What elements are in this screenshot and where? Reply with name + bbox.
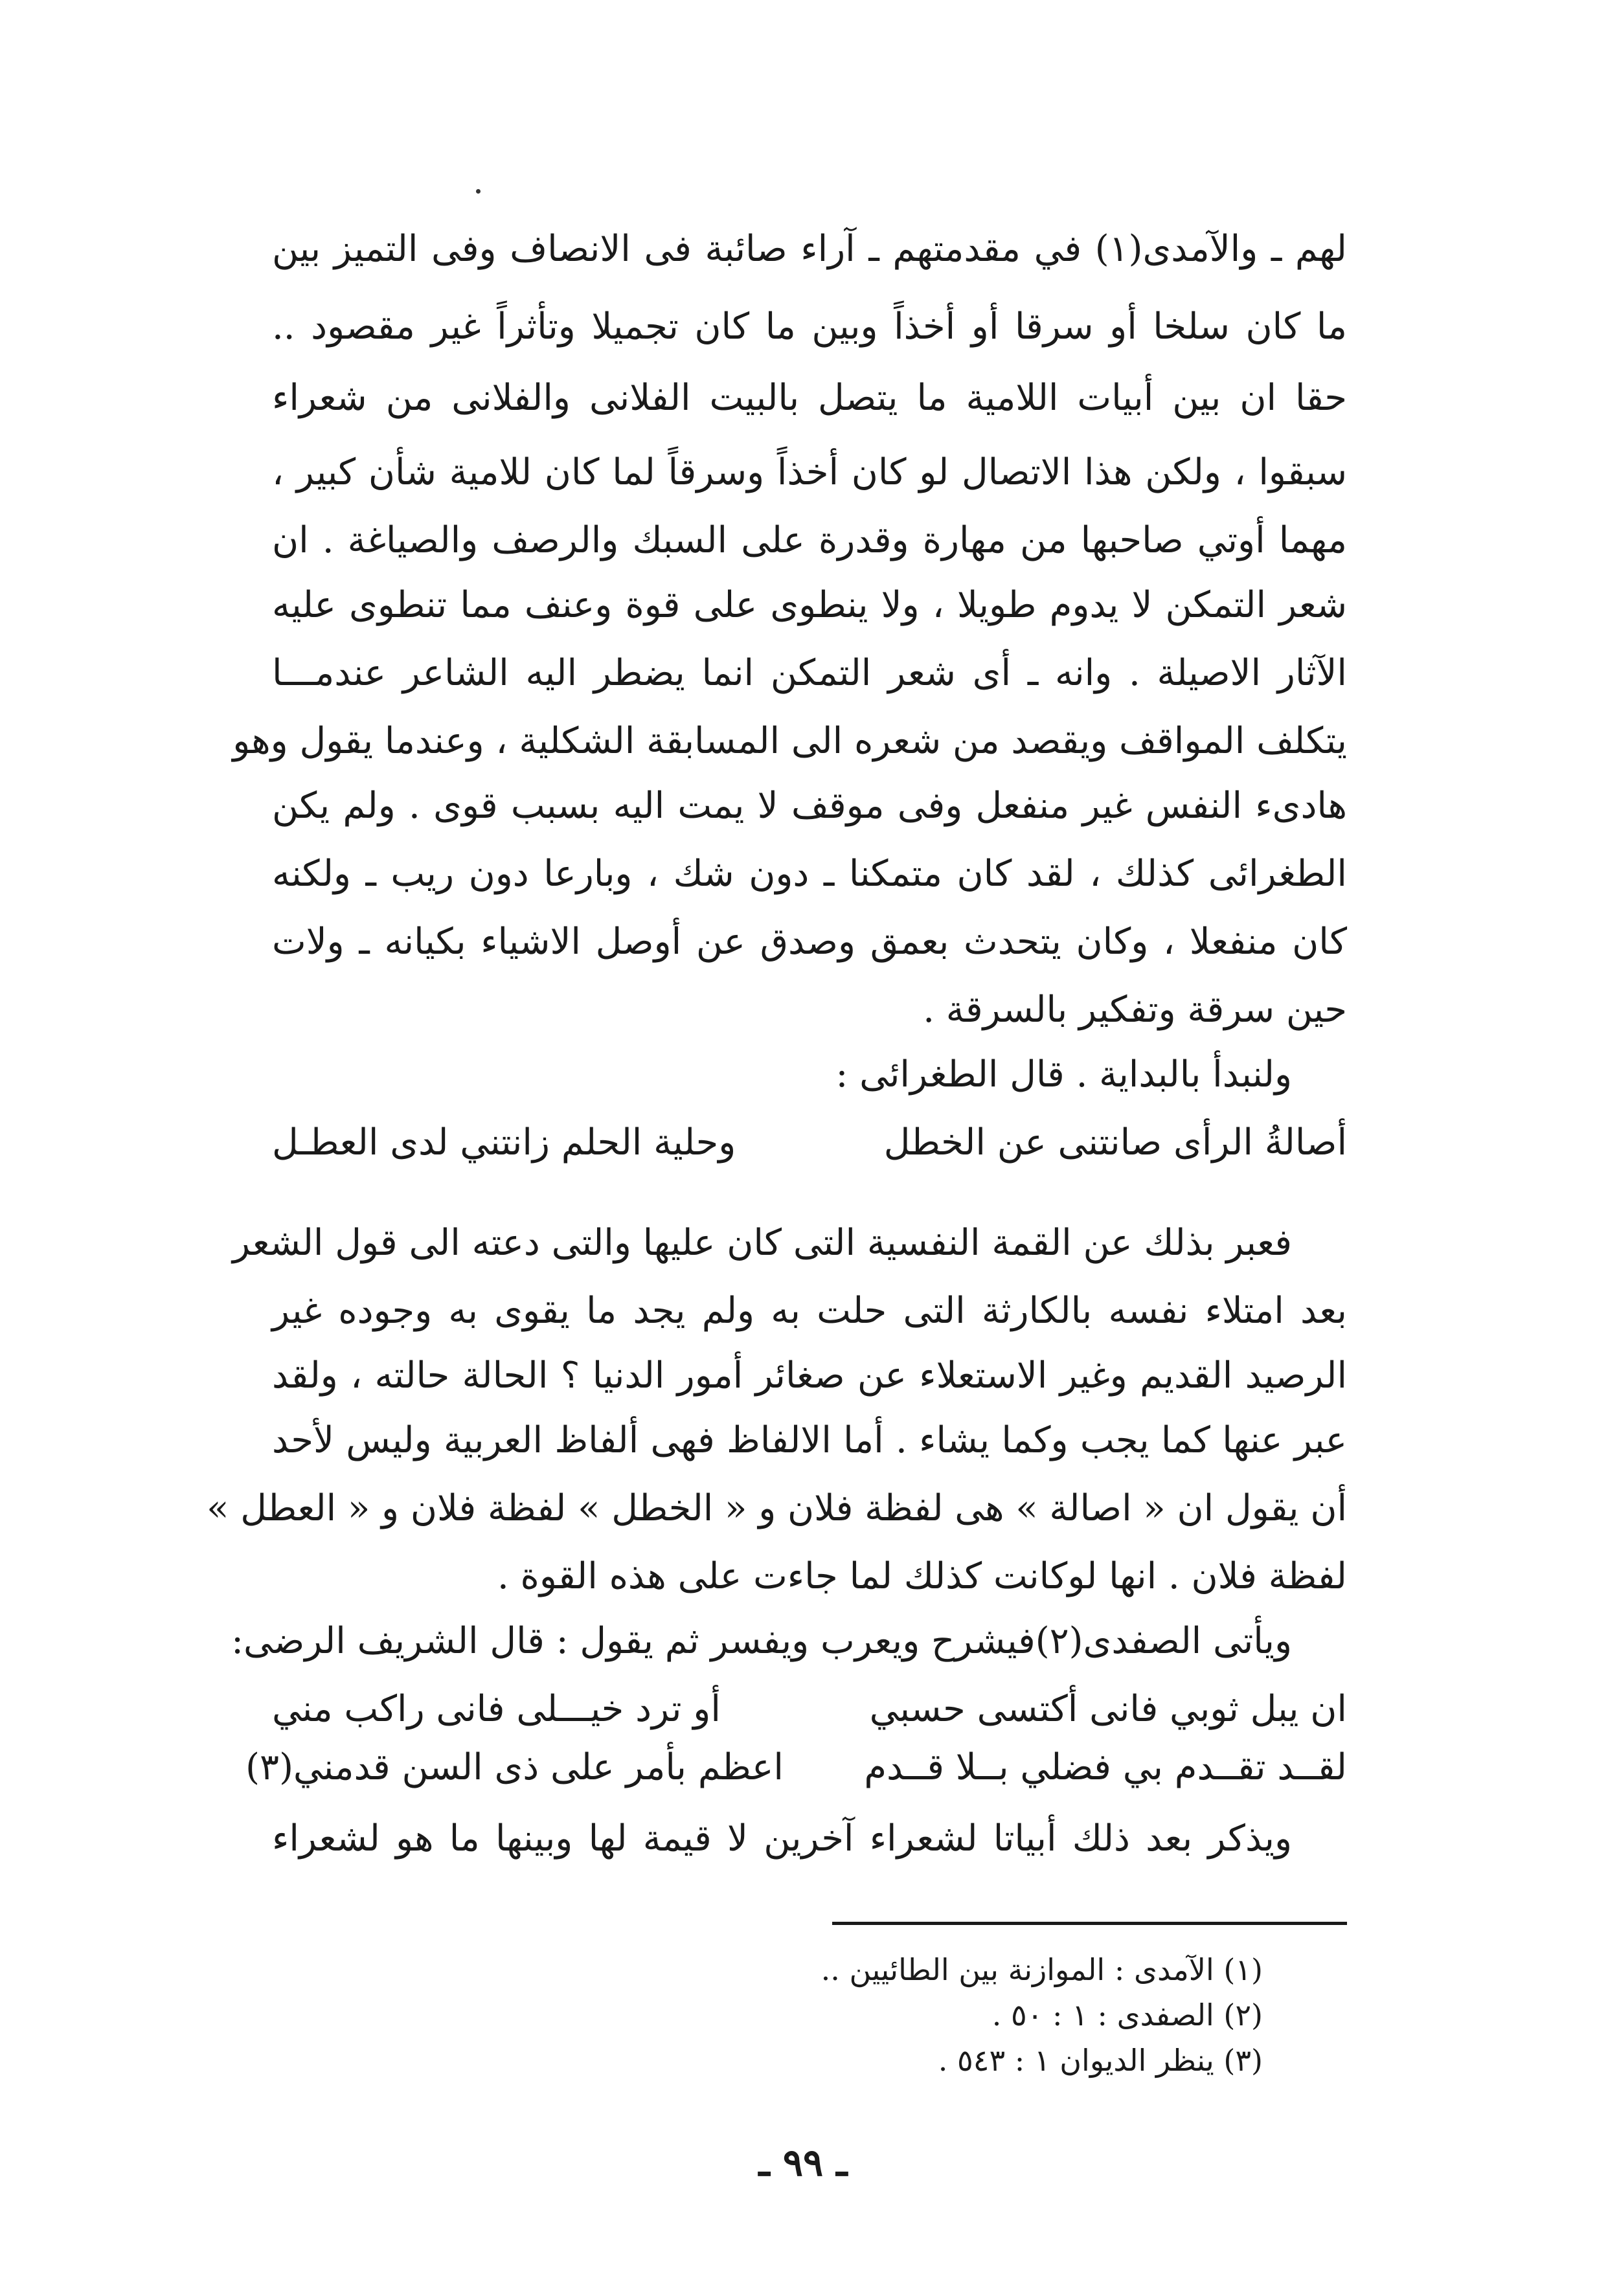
body-line-15: بعد امتلاء نفسه بالكارثة التى حلت به ولم يجد ما يقوى به وجوده غير — [272, 1290, 1347, 1332]
page-number: ـ ٩٩ ـ — [758, 2141, 848, 2185]
body-line-14: فعبر بذلك عن القمة النفسية التى كان عليها والتى دعته الى قول الشعر — [232, 1222, 1292, 1264]
verse-1-second-hemistich: وحلية الحلم زانتني لدى العطـل — [272, 1121, 736, 1164]
body-line-16: الرصيد القديم وغير الاستعلاء عن صغائر أمور الدنيا ؟ الحالة حالته ، ولقد — [272, 1355, 1347, 1397]
body-line-12: حين سرقة وتفكير بالسرقة . — [923, 989, 1347, 1031]
verse-1-first-hemistich: أصالةُ الرأى صانتنى عن الخطل — [883, 1121, 1347, 1164]
body-line-9: هادىء النفس غير منفعل وفى موقف لا يمت اليه بسبب قوى . ولم يكن — [272, 785, 1347, 827]
body-line-13: ولنبدأ بالبداية . قال الطغرائى : — [835, 1053, 1292, 1096]
body-line-3: حقا ان بين أبيات اللامية ما يتصل بالبيت الفلانى والفلانى من شعراء — [272, 377, 1347, 419]
body-line-10: الطغرائى كذلك ، لقد كان متمكنا ـ دون شك ، وبارعا دون ريب ـ ولكنه — [272, 853, 1347, 895]
body-line-2: ما كان سلخا أو سرقا أو أخذاً وبين ما كان تجميلا وتأثراً غير مقصود .. — [272, 306, 1347, 348]
body-line-5: مهما أوتي صاحبها من مهارة وقدرة على السبك والرصف والصياغة . ان — [272, 519, 1347, 561]
verse-2 — [272, 1683, 1347, 1735]
verse-3-first-hemistich: لقــد تقــدم بي فضلي بــلا قــدم — [864, 1746, 1347, 1788]
body-line-11: كان منفعلا ، وكان يتحدث بعمق وصدق عن أوصل الاشياء بكيانه ـ ولات — [272, 921, 1347, 963]
body-line-7: الآثار الاصيلة . وانه ـ أى شعر التمكن انما يضطر اليه الشاعر عندمـــا — [272, 652, 1347, 694]
ink-speck — [476, 189, 481, 194]
body-line-6: شعر التمكن لا يدوم طويلا ، ولا ينطوى على قوة وعنف مما تنطوى عليه — [272, 584, 1347, 626]
footnote-1: (١) الآمدى : الموازنة بين الطائيين .. — [821, 1952, 1263, 1987]
footnote-divider — [832, 1922, 1347, 1925]
verse-1 — [272, 1117, 1347, 1169]
body-line-21: ويذكر بعد ذلك أبياتا لشعراء آخرين لا قيمة لها وبينها ما هو لشعراء — [272, 1818, 1292, 1860]
body-line-20: ويأتى الصفدى(٢)فيشرح ويعرب ويفسر ثم يقول : قال الشريف الرضى: — [231, 1620, 1292, 1662]
footnote-3: (٣) ينظر الديوان ١ : ٥٤٣ . — [938, 2043, 1263, 2078]
body-line-4: سبقوا ، ولكن هذا الاتصال لو كان أخذاً وسرقاً لما كان للامية شأن كبير ، — [272, 451, 1347, 493]
verse-3-second-hemistich: اعظم بأمر على ذى السن قدمني(٣) — [245, 1746, 784, 1788]
verse-2-second-hemistich: أو ترد خيـــلى فانى راكب مني — [272, 1688, 721, 1730]
body-line-8: يتكلف المواقف ويقصد من شعره الى المسابقة الشكلية ، وعندما يقول وهو — [232, 720, 1347, 762]
footnote-2: (٢) الصفدى : ١ : ٥٠ . — [991, 1998, 1263, 2032]
body-line-1: لهم ـ والآمدى(١) في مقدمتهم ـ آراء صائبة فى الانصاف وفى التميز بين — [272, 228, 1347, 270]
verse-3 — [245, 1742, 1347, 1794]
verse-2-first-hemistich: ان يبل ثوبي فانى أكتسى حسبي — [869, 1688, 1347, 1730]
body-line-17: عبر عنها كما يجب وكما يشاء . أما الالفاظ فهى ألفاظ العربية وليس لأحد — [272, 1419, 1347, 1461]
body-line-18: أن يقول ان « اصالة » هى لفظة فلان و « الخطل » لفظة فلان و « العطل » — [207, 1487, 1347, 1529]
body-line-19: لفظة فلان . انها لوكانت كذلك لما جاءت على هذه القوة . — [497, 1555, 1347, 1597]
